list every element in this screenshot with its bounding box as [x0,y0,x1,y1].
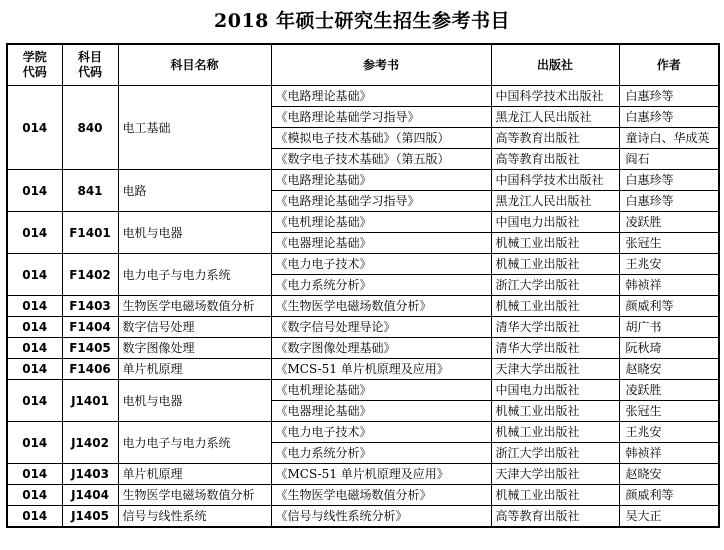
school-code-cell: 014 [7,464,62,485]
reference-book-cell: 《电力电子技术》 [271,422,491,443]
publisher-cell: 高等教育出版社 [491,149,619,170]
author-cell: 胡广书 [619,317,719,338]
author-cell: 白惠珍等 [619,86,719,107]
subject-code-cell: F1402 [62,254,118,296]
author-cell: 凌跃胜 [619,212,719,233]
table-row [7,422,719,443]
author-cell: 韩祯祥 [619,275,719,296]
subject-name-cell: 生物医学电磁场数值分析 [118,485,271,506]
publisher-cell: 机械工业出版社 [491,233,619,254]
reference-book-cell: 《模拟电子技术基础》（第四版） [271,128,491,149]
publisher-cell: 清华大学出版社 [491,317,619,338]
author-cell: 吴大正 [619,506,719,528]
publisher-cell: 高等教育出版社 [491,506,619,528]
author-cell: 白惠珍等 [619,191,719,212]
author-cell: 王兆安 [619,254,719,275]
subject-code-cell: F1403 [62,296,118,317]
reference-book-cell: 《电器理论基础》 [271,233,491,254]
school-code-cell: 014 [7,380,62,422]
publisher-cell: 中国电力出版社 [491,212,619,233]
table-row [7,317,719,338]
subject-code-cell: F1401 [62,212,118,254]
header-author: 作者 [619,44,719,86]
school-code-cell: 014 [7,212,62,254]
table-row [7,464,719,485]
author-cell: 童诗白、华成英 [619,128,719,149]
header-subject-name: 科目名称 [118,44,271,86]
reference-book-cell: 《电路理论基础学习指导》 [271,107,491,128]
header-school-code-label: 学院代码 [22,50,47,79]
publisher-cell: 机械工业出版社 [491,254,619,275]
author-cell: 白惠珍等 [619,170,719,191]
page-title: 2018 年硕士研究生招生参考书目 [214,10,510,32]
table-row [7,254,719,275]
reference-book-table [6,43,720,528]
table-row [7,380,719,401]
author-cell: 阮秋琦 [619,338,719,359]
publisher-cell: 浙江大学出版社 [491,443,619,464]
reference-book-cell: 《数字信号处理导论》 [271,317,491,338]
author-cell: 赵晓安 [619,359,719,380]
author-cell: 颜威利等 [619,296,719,317]
author-cell: 王兆安 [619,422,719,443]
reference-book-cell: 《电力系统分析》 [271,443,491,464]
school-code-cell: 014 [7,359,62,380]
table-header-row [7,44,719,86]
publisher-cell: 天津大学出版社 [491,464,619,485]
author-cell: 白惠珍等 [619,107,719,128]
header-school-code [7,44,62,86]
subject-name-cell: 电路 [118,170,271,212]
publisher-cell: 中国科学技术出版社 [491,86,619,107]
subject-name-cell: 生物医学电磁场数值分析 [118,296,271,317]
school-code-cell: 014 [7,170,62,212]
reference-book-cell: 《电机理论基础》 [271,380,491,401]
school-code-cell: 014 [7,485,62,506]
school-code-cell: 014 [7,338,62,359]
table-row [7,359,719,380]
publisher-cell: 高等教育出版社 [491,128,619,149]
table-row [7,212,719,233]
school-code-cell: 014 [7,254,62,296]
author-cell: 张冠生 [619,233,719,254]
subject-code-cell: J1402 [62,422,118,464]
subject-name-cell: 电工基础 [118,86,271,170]
publisher-cell: 清华大学出版社 [491,338,619,359]
subject-code-cell: J1404 [62,485,118,506]
header-publisher: 出版社 [491,44,619,86]
subject-code-cell: J1401 [62,380,118,422]
table-row [7,170,719,191]
school-code-cell: 014 [7,317,62,338]
reference-book-cell: 《信号与线性系统分析》 [271,506,491,528]
table-row [7,296,719,317]
school-code-cell: 014 [7,506,62,528]
header-reference-book: 参考书 [271,44,491,86]
author-cell: 阎石 [619,149,719,170]
reference-book-cell: 《生物医学电磁场数值分析》 [271,485,491,506]
reference-book-cell: 《电力电子技术》 [271,254,491,275]
publisher-cell: 黑龙江人民出版社 [491,107,619,128]
publisher-cell: 浙江大学出版社 [491,275,619,296]
reference-book-cell: 《电器理论基础》 [271,401,491,422]
reference-book-cell: 《数字图像处理基础》 [271,338,491,359]
table-body [7,86,719,528]
subject-code-cell: J1403 [62,464,118,485]
author-cell: 赵晓安 [619,464,719,485]
subject-code-cell: 841 [62,170,118,212]
subject-name-cell: 电机与电器 [118,212,271,254]
header-subject-code-label: 科目代码 [77,50,102,79]
table-row [7,86,719,107]
table-row [7,338,719,359]
subject-name-cell: 电力电子与电力系统 [118,254,271,296]
reference-book-cell: 《生物医学电磁场数值分析》 [271,296,491,317]
subject-code-cell: F1404 [62,317,118,338]
subject-name-cell: 数字信号处理 [118,317,271,338]
publisher-cell: 机械工业出版社 [491,485,619,506]
subject-name-cell: 单片机原理 [118,359,271,380]
reference-book-cell: 《电力系统分析》 [271,275,491,296]
reference-book-cell: 《电路理论基础》 [271,170,491,191]
subject-name-cell: 信号与线性系统 [118,506,271,528]
subject-code-cell: J1405 [62,506,118,528]
header-subject-code [62,44,118,86]
publisher-cell: 机械工业出版社 [491,296,619,317]
publisher-cell: 黑龙江人民出版社 [491,191,619,212]
author-cell: 韩祯祥 [619,443,719,464]
subject-name-cell: 单片机原理 [118,464,271,485]
reference-book-cell: 《电路理论基础》 [271,86,491,107]
subject-code-cell: F1406 [62,359,118,380]
table-row [7,485,719,506]
author-cell: 凌跃胜 [619,380,719,401]
subject-code-cell: 840 [62,86,118,170]
publisher-cell: 天津大学出版社 [491,359,619,380]
author-cell: 颜威利等 [619,485,719,506]
reference-book-cell: 《电机理论基础》 [271,212,491,233]
reference-book-cell: 《数字电子技术基础》（第五版） [271,149,491,170]
publisher-cell: 机械工业出版社 [491,422,619,443]
school-code-cell: 014 [7,296,62,317]
publisher-cell: 中国科学技术出版社 [491,170,619,191]
reference-book-cell: 《MCS-51 单片机原理及应用》 [271,464,491,485]
reference-book-cell: 《电路理论基础学习指导》 [271,191,491,212]
subject-name-cell: 数字图像处理 [118,338,271,359]
publisher-cell: 机械工业出版社 [491,401,619,422]
publisher-cell: 中国电力出版社 [491,380,619,401]
reference-book-cell: 《MCS-51 单片机原理及应用》 [271,359,491,380]
school-code-cell: 014 [7,422,62,464]
school-code-cell: 014 [7,86,62,170]
subject-code-cell: F1405 [62,338,118,359]
subject-name-cell: 电力电子与电力系统 [118,422,271,464]
author-cell: 张冠生 [619,401,719,422]
table-row [7,506,719,528]
subject-name-cell: 电机与电器 [118,380,271,422]
